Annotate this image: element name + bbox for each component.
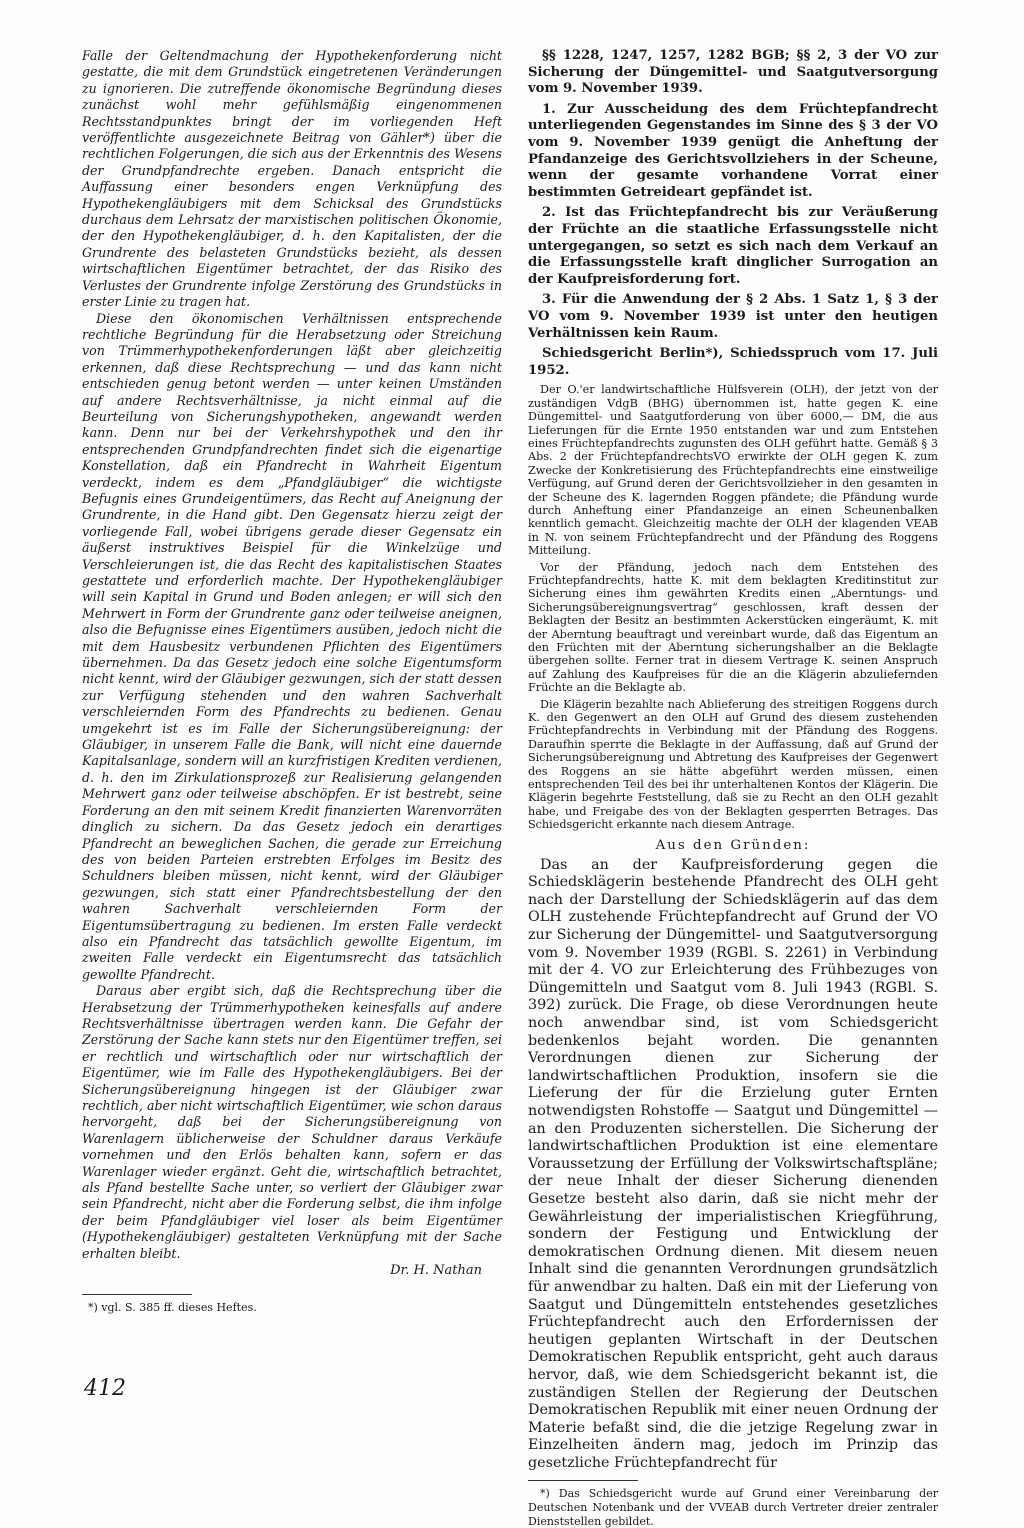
author-signature: Dr. H. Nathan: [390, 1263, 482, 1279]
facts-paragraph-3: Die Klägerin bezahlte nach Ablieferung des streitigen Roggens durch K. den Gegenwert an den OLH auf Grund des diesem zustehenden Früchtepfandrechts in Verbindung mit der Pfändung des Roggens. Daraufhin sperrte die Beklagte in der Auffassung, daß auf Grund der Sicherungsübereignung und Abtretung des Kaufpreises der Gegenwert des Roggens an sie hätte abgeführt werden müssen, einen entsprechenden Teil des bei ihr unterhaltenen Kontos der Klägerin. Die Klägerin begehrte Feststellung, daß sie zu Recht an den OLH gezahlt habe, und Freigabe des von der Beklagten gesperrten Betrages. Das Schiedsgericht erkannte nach diesem Antrage.: [528, 697, 938, 832]
leitsatz-2: 2. Ist das Früchtepfandrecht bis zur Veräußerung der Früchte an die staatliche Erfassungsstelle nicht untergegangen, so setzt es sich nach dem Verkauf an die Erfassungsstelle kraft dinglicher Surrogation an der Kaufpreisforderung fort.: [528, 205, 938, 287]
facts-paragraph-1: Der O.'er landwirtschaftliche Hülfsverein (OLH), der jetzt von der zuständigen VdgB (BHG) übernommen ist, hatte gegen K. eine Düngemittel- und Saatgutforderung von über 6000,— DM, die aus Lieferungen für die Ernte 1950 entstanden war und zum Entstehen eines Früchtepfandrechts zugunsten des OLH geführt hatte. Gemäß § 3 Abs. 2 der FrüchtepfandrechtsVO erwirkte der OLH gegen K. zum Zwecke der Konkretisierung des Früchtepfandrechts eine einstweilige Verfügung, auf Grund deren der Gerichtsvollzieher in den gesamten in der Scheune des K. lagernden Roggen pfändete; die Pfändung wurde durch Anheftung einer Pfandanzeige an einen Scheunenbalken kenntlich gemacht. Gleichzeitig machte der OLH der klagenden VEAB in N. von seinem Früchtepfandrecht und der Pfändung des Roggens Mitteilung.: [528, 383, 938, 558]
page-number: 412: [84, 1376, 126, 1401]
footnote-separator: [82, 1294, 192, 1295]
right-footnote: *) Das Schiedsgericht wurde auf Grund einer Vereinbarung der Deutschen Notenbank und der VVEAB durch Vertreter dreier zentraler Dienststellen gebildet.: [528, 1487, 938, 1528]
facts-paragraph-2: Vor der Pfändung, jedoch nach dem Entstehen des Früchtepfandrechts, hatte K. mit dem beklagten Kreditinstitut zur Sicherung eines ihm gewährten Kredits einen „Aberntungs- und Sicherungsübereignungsvertrag“ geschlossen, kraft dessen der Beklagten der Besitz an bestimmten Ackerstücken eingeräumt, K. mit der Aberntung beauftragt und vereinbart wurde, daß das Eigentum an den Früchten mit der Aberntung sicherungshalber an die Beklagte übergehen sollte. Ferner trat in diesem Vertrage K. seinen Anspruch auf Zahlung des Kaufpreises für die an die Klägerin abzuliefernden Früchte an die Beklagte ab.: [528, 560, 938, 695]
left-paragraph-1: Falle der Geltendmachung der Hypothekenforderung nicht gestatte, die mit dem Grundstück eingetretenen Veränderungen zu ignorieren. Die zutreffende ökonomische Begründung dieses zunächst wohl mehr gefühlsmäßig eingenommenen Rechtsstandpunktes bringt der im vorliegenden Heft veröffentlichte ausgezeichnete Beitrag von Gähler*) über die rechtlichen Folgerungen, die sich aus der Erkenntnis des Wesens der Grundpfandrechte ergeben. Danach entspricht die Auffassung einer besonders engen Verknüpfung des Hypothekengläubigers mit dem Schicksal des Grundstücks durchaus dem Lehrsatz der marxistischen politischen Ökonomie, der den Hypothekengläubiger, d. h. den Kapitalisten, der die Grundrente des belasteten Grundstücks bezieht, als dessen wirtschaftlichen Eigentümer betrachtet, der das Risiko des Verlustes der Grundrente infolge Zerstörung des Grundstücks in erster Linie zu tragen hat.: [82, 48, 502, 310]
right-footnote-separator: [528, 1480, 638, 1481]
headnote: §§ 1228, 1247, 1257, 1282 BGB; §§ 2, 3 der VO zur Sicherung der Düngemittel- und Saatgutversorgung vom 9. November 1939.: [528, 48, 938, 97]
right-column: [528, 48, 938, 1528]
left-paragraph-3: Daraus aber ergibt sich, daß die Rechtsprechung über die Herabsetzung der Trümmerhypotheken keinesfalls auf andere Rechtsverhältnisse übertragen werden kann. Die Gefahr der Zerstörung der Sache kann stets nur den Eigentümer treffen, sei er rechtlich und wirtschaftlich oder nur wirtschaftlich der Eigentümer, wie im Falle des Hypothekengläubigers. Bei der Sicherungsübereignung hingegen ist der Gläubiger zwar rechtlich, aber nicht wirtschaftlich Eigentümer, wie schon daraus hervorgeht, daß bei der Sicherungsübereignung von Warenlagern üblicherweise der Schuldner daraus Verkäufe vornehmen und den Erlös behalten kann, sofern er das Warenlager wieder ergänzt. Geht die, wirtschaftlich betrachtet, als Pfand bestellte Sache unter, so verliert der Gläubiger zwar sein Pfandrecht, nicht aber die Forderung selbst, die ihm infolge der beim Pfandgläubiger viel loser als beim Eigentümer (Hypothekengläubiger) gestalteten Verknüpfung mit der Sache erhalten bleibt.: [82, 983, 502, 1261]
court-citation: Schiedsgericht Berlin*), Schiedsspruch vom 17. Juli 1952.: [528, 346, 938, 378]
reasons-paragraph: Das an der Kaufpreisforderung gegen die Schiedsklägerin bestehende Pfandrecht des OLH geht nach der Darstellung der Schiedsklägerin auf das dem OLH zustehende Früchtepfandrecht auf Grund der VO zur Sicherung der Düngemittel- und Saatgutversorgung vom 9. November 1939 (RGBl. S. 2261) in Verbindung mit der 4. VO zur Erleichterung des Frühbezuges von Düngemitteln und Saatgut vom 8. Juli 1943 (RGBl. S. 392) zurück. Die Frage, ob diese Verordnungen heute noch anwendbar sind, ist vom Schiedsgericht bedenkenlos bejaht worden. Die genannten Verordnungen dienen zur Sicherung der landwirtschaftlichen Produktion, insofern sie die Lieferung der für die Erzielung guter Ernten notwendigsten Rohstoffe — Saatgut und Düngemittel — an den Produzenten sicherstellen. Die Sicherung der landwirtschaftlichen Produktion ist eine elementare Voraussetzung der Erfüllung der Volkswirtschaftspläne; der neue Inhalt der dieser Sicherung dienenden Gesetze besteht also darin, daß sie nicht mehr der Gewährleistung der imperialistischen Kriegführung, sondern der Festigung und Entwicklung der demokratischen Ordnung dienen. Mit diesem neuen Inhalt sind die genannten Verordnungen grundsätzlich für anwendbar zu halten. Daß ein mit der Lieferung von Saatgut und Düngemitteln entstehendes gesetzliches Früchtepfandrecht auch den Erfordernissen der heutigen geplanten Wirtschaft in der Deutschen Demokratischen Republik entspricht, geht auch daraus hervor, daß, wie dem Schiedsgericht bekannt ist, die zuständigen Stellen der Regierung der Deutschen Demokratischen Republik mit einer neuen Ordnung der Materie befaßt sind, die die jetzige Regelung zwar in Einzelheiten ändern mag, jedoch im Prinzip das gesetzliche Früchtepfandrecht für: [528, 856, 938, 1471]
leitsatz-3: 3. Für die Anwendung der § 2 Abs. 1 Satz 1, § 3 der VO vom 9. November 1939 ist unter den heutigen Verhältnissen kein Raum.: [528, 292, 938, 341]
left-footnote: *) vgl. S. 385 ff. dieses Heftes.: [88, 1301, 257, 1315]
left-paragraph-2: Diese den ökonomischen Verhältnissen entsprechende rechtliche Begründung für die Herabsetzung oder Streichung von Trümmerhypothekenforderungen läßt aber gleichzeitig erkennen, daß diese Rechtsprechung — und das kann nicht entschieden genug betont werden — unter keinen Umständen auf andere Rechtsverhältnisse, ja nicht einmal auf die Beurteilung von Sicherungshypotheken, angewandt werden kann. Denn nur bei der Verkehrshypothek und den ihr entsprechenden Grundpfandrechten findet sich die eigenartige Konstellation, daß ein Pfandrecht in Wahrheit Eigentum verdeckt, indem es dem „Pfandgläubiger“ die wichtigste Befugnis eines Grundeigentümers, das Recht auf Aneignung der Grundrente, in die Hand gibt. Den Gegensatz hierzu zeigt der vorliegende Fall, wobei übrigens gerade dieser Gegensatz ein äußerst instruktives Beispiel für die Winkelzüge und Verschleierungen ist, die das Recht des kapitalistischen Staates gestattete und erforderlich machte. Der Hypothekengläubiger will sein Kapital in Grund und Boden anlegen; er will sich den Mehrwert in Form der Grundrente ganz oder teilweise aneignen, also die Befugnisse eines Eigentümers ausüben, jedoch nicht die mit dem Hausbesitz verbundenen Pflichten des Eigentümers übernehmen. Da das Gesetz jedoch eine solche Eigentumsform nicht kennt, wird der Gläubiger gezwungen, sich der statt dessen zur Verfügung stehenden und den wahren Sachverhalt verschleiernden Form des Pfandrechts zu bedienen. Genau umgekehrt ist es im Falle der Sicherungsübereignung: der Gläubiger, in unserem Falle die Bank, will nicht eine dauernde Kapitalsanlage, sondern will an kurzfristigen Krediten verdienen, d. h. den im Zirkulationsprozeß zur Realisierung gelangenden Mehrwert ganz oder teilweise abschöpfen. Er ist bestrebt, seine Forderung an den mit seinem Kredit finanzierten Warenvorräten dinglich zu sichern. Da das Gesetz jedoch ein derartiges Pfandrecht an beweglichen Sachen, die gerade zur Erreichung des von beiden Parteien erstrebten Erfolges im Besitz des Schuldners bleiben müssen, nicht kennt, wird der Gläubiger gezwungen, sich statt einer Pfandrechtsbestellung der den wahren Sachverhalt verschleiernden Form der Eigentumsübertragung zu bedienen. Im ersten Falle verdeckt also ein Pfandrecht das tatsächlich gewollte Eigentum, im zweiten Falle verdeckt ein Eigentumsrecht das tatsächlich gewollte Pfandrecht.: [82, 310, 502, 982]
leitsatz-1: 1. Zur Ausscheidung des dem Früchtepfandrecht unterliegenden Gegenstandes im Sinne des § 3 der VO vom 9. November 1939 genügt die Anheftung der Pfandanzeige des Gerichtsvollziehers in der Scheune, wenn der gesamte vorhandene Vorrat einer bestimmten Getreideart gepfändet ist.: [528, 101, 938, 200]
left-column: [82, 48, 502, 1315]
reasons-heading: Aus den Gründen:: [655, 837, 811, 853]
